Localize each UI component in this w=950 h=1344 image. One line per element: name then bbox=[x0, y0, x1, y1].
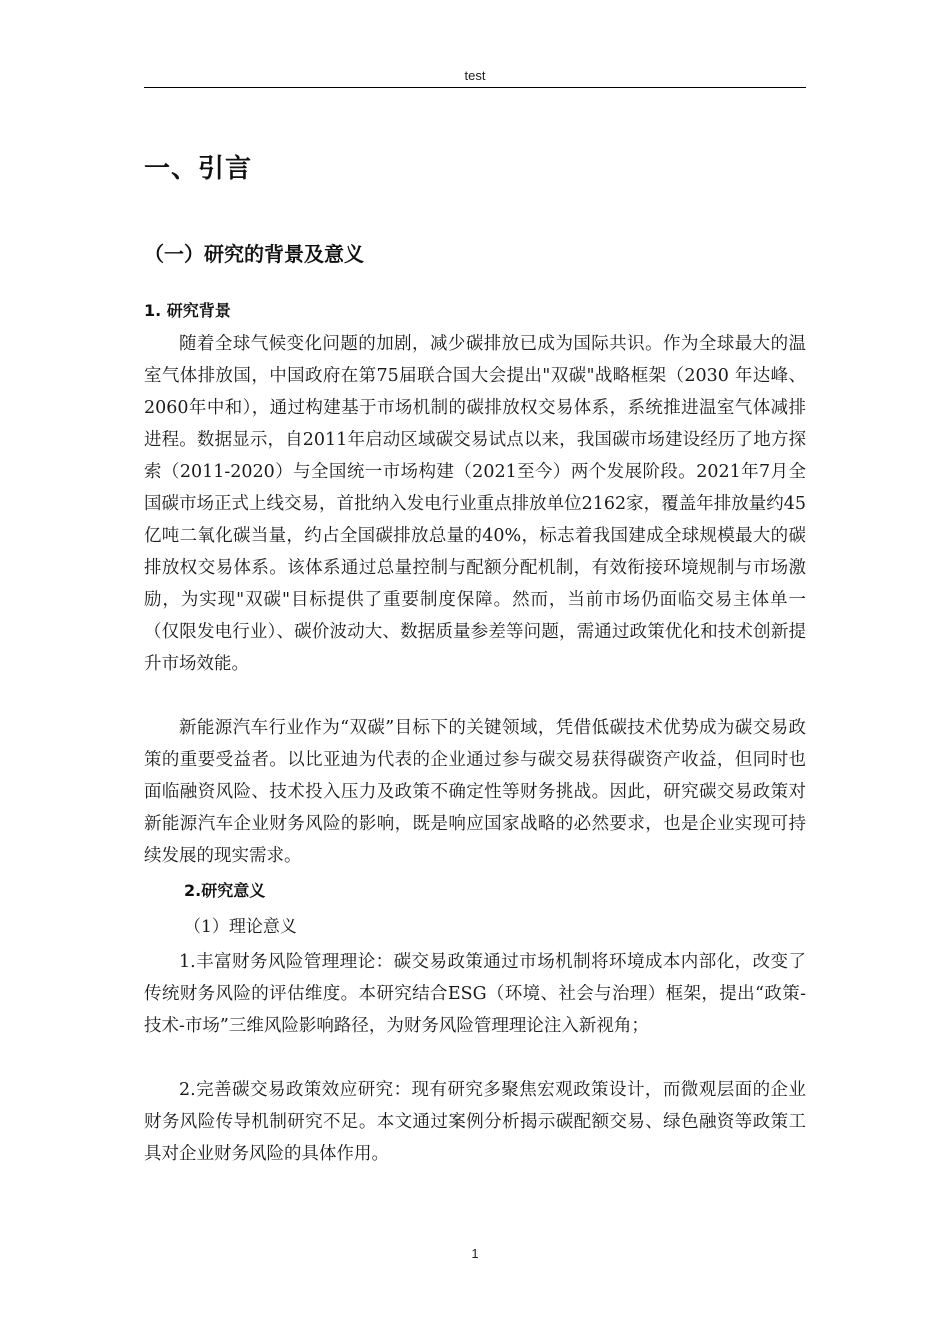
paragraph-text: 随着全球气候变化问题的加剧，减少碳排放已成为国际共识。作为全球最大的温室气体排放国，中国政府在第75届联合国大会提出"双碳"战略框架（2030 年达峰、2060年中和），通过构建基于市场机制的碳排放权交易体系，系统推进温室气体减排进程。数据显示，自2011年启动区域碳交易试点以来，我国碳市场建设经历了地方探索（2011-2020）与全国统一市场构建（2021至今）两个发展阶段。2021年7月全国碳市场正式上线交易，首批纳入发电行业重点排放单位2162家，覆盖年排放量约45亿吨二氧化碳当量，约占全国碳排放总量的40%，标志着我国建成全球规模最大的碳排放权交易体系。该体系通过总量控制与配额分配机制，有效衔接环境规制与市场激励，为实现"双碳"目标提供了重要制度保障。然而，当前市场仍面临交易主体单一（仅限发电行业）、碳价波动大、数据质量参差等问题，需通过政策优化和技术创新提升市场效能。 bbox=[144, 334, 806, 674]
page-number: 1 bbox=[471, 1246, 479, 1261]
page-header: test bbox=[464, 68, 486, 83]
subsection-heading-significance: 2.研究意义 bbox=[184, 881, 266, 900]
list-item bbox=[144, 1074, 806, 1170]
section-heading: （一）研究的背景及意义 bbox=[144, 242, 364, 266]
paragraph-industry bbox=[144, 712, 806, 872]
list-item bbox=[144, 946, 806, 1042]
paragraph-background bbox=[144, 328, 806, 680]
header-divider bbox=[144, 87, 806, 88]
list-item-text: 1.丰富财务风险管理理论：碳交易政策通过市场机制将环境成本内部化，改变了传统财务风险的评估维度。本研究结合ESG（环境、社会与治理）框架，提出“政策-技术-市场”三维风险影响路径，为财务风险管理理论注入新视角； bbox=[144, 952, 806, 1036]
chapter-heading: 一、引言 bbox=[144, 154, 253, 184]
theory-significance-label: （1）理论意义 bbox=[184, 917, 297, 937]
list-item-text: 2.完善碳交易政策效应研究：现有研究多聚焦宏观政策设计，而微观层面的企业财务风险传导机制研究不足。本文通过案例分析揭示碳配额交易、绿色融资等政策工具对企业财务风险的具体作用。 bbox=[144, 1080, 806, 1164]
subsection-heading-background: 1. 研究背景 bbox=[144, 301, 231, 320]
paragraph-text: 新能源汽车行业作为“双碳”目标下的关键领域，凭借低碳技术优势成为碳交易政策的重要受益者。以比亚迪为代表的企业通过参与碳交易获得碳资产收益，但同时也面临融资风险、技术投入压力及政策不确定性等财务挑战。因此，研究碳交易政策对新能源汽车企业财务风险的影响，既是响应国家战略的必然要求，也是企业实现可持续发展的现实需求。 bbox=[144, 718, 806, 866]
